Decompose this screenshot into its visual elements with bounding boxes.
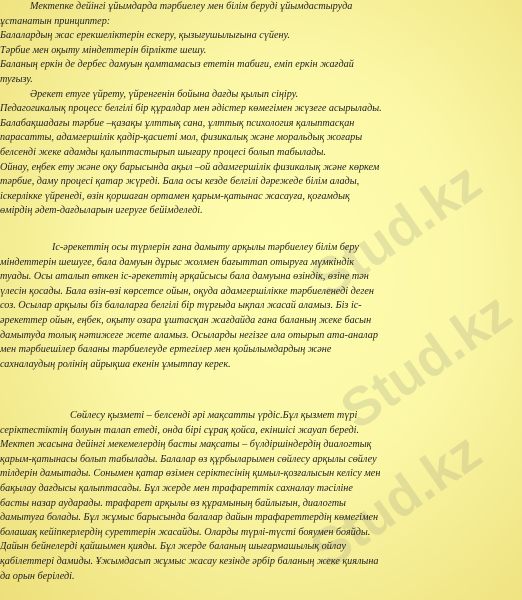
text-line: Баланың еркін де дербес дамуын қамтамасыз ететін табиғи, еміп еркін жағдай <box>0 59 354 71</box>
text-line: да орын беріледі. <box>0 570 75 582</box>
text-line: қабілеттері дамиды. Ұжымдасып жұмыс жасау кезінде әрбір баланың жеке қиялына <box>0 556 379 567</box>
text-line: серіктестіктің болуын талап етеді, онда бірі сұрақ қойса, екіншісі жауап береді. <box>0 424 360 436</box>
text-line: тілдерін дамытады. Сонымен қатар өзімен серіктесінің қимыл-қозғалысын келісу мен <box>0 468 381 480</box>
text-line: Мектеп жасына дейінгі мекемелердің басты мақсаты – бүлдіршіндердің диалогтық <box>0 439 372 451</box>
text-line: қарым-қатынасы болып табылады. Балалар өз құрбыларымен сөйлесу арқылы сөйлеу <box>0 453 377 465</box>
text-line: Іс-әрекеттің осы түрлерін ғана дамыту арқылы тәрбиелеу білім беру <box>52 242 359 253</box>
text-line: Мектепке дейінгі ұйымдарда тәрбиелеу мен білім беруді ұйымдастыруда <box>30 1 353 12</box>
text-line: Тәрбие мен оқыту міндеттерін бірлікте шешу. <box>0 44 207 56</box>
text-line: Әрекет етуге үйрету, үйренгенін бойына дағды қылып сіңіру. <box>30 88 299 100</box>
text-line: Балабақшадағы тәрбие –қазақы ұлттық сана, ұлттық психология қалыптасқан <box>0 117 355 129</box>
text-line: ұстанатын принциптер: <box>0 15 111 27</box>
text-line: бақылау дағдысы қалыптасады. Бұл жерде мен трафареттік сахналау тәсіліне <box>0 483 353 494</box>
text-line: Сөйлесу қызметі – белсенді әрі мақсатты үрдіс.Бұл қызмет түрі <box>70 410 358 421</box>
text-line: мен тәрбиешілер баланы тәрбиелеуде ертегілер мен қойылымдардың және <box>0 344 332 356</box>
text-line: үлесін қосады. Бала өзін-өзі көрсетсе ойын, оқуда адамгершілікке тәрбиеленеді деген <box>0 285 374 297</box>
text-line: Балалардың жас ерекшеліктерін ескеру, қызығушылығына сүйену. <box>0 30 290 42</box>
text-line: парасатты, адамгершілік қадір-қасиеті мол, физикалық және моральдық жоғары <box>0 132 363 144</box>
text-line: әрекеттер ойын, еңбек, оқыту озара ұштасқан жағдайда ғана баланың жеке басын <box>0 315 372 326</box>
text-line: тәрбие, даму процесі қатар жүреді. Бала осы кезде белгілі дәрежеде білім алады, <box>0 176 360 188</box>
text-line: Дайын бейнелерді қайшымен қияды. Бұл жерде баланың шығармашылық ойлау <box>0 541 346 553</box>
text-line: Ойнау, еңбек ету және оқу барысында ақыл –ой адамгершілік физикалық және көркем <box>0 161 380 173</box>
text-line: басты назар аударады. трафарет арқылы өз құрамының байлығын, диалогты <box>0 497 346 509</box>
text-line: туғызу. <box>0 74 33 85</box>
text-line: өмірдің әдет-дағдыларын игеруге бейімделеді. <box>0 205 203 217</box>
text-line: туады. Осы аталып өткен іс-әрекеттің әрқайсысы бала дамуына өзіндік, өзіне тән <box>0 271 369 283</box>
text-line: Педагогикалық процесс белгілі бір құралдар мен әдістер көмегімен жүзеге асырылады. <box>0 103 382 115</box>
watermark: Stud.kz <box>300 421 492 581</box>
text-line: белсенді жеке адамды қалыптастырып шығару процесі болып табылады. <box>0 147 326 158</box>
watermark: Stud.kz <box>330 281 522 441</box>
text-line: соз. Осылар арқылы біз балаларға белгілі бір түрғыда ықпал жасай аламыз. Біз іс- <box>0 300 362 312</box>
watermark: Stud.kz <box>300 151 492 311</box>
text-line: міндеттерін шешуге, бала дамуын дұрыс жолмен бағыттап отыруға мүмкіндік <box>0 256 355 268</box>
text-line: сахналаудың ролінің айрықша екенін ұмытпау керек. <box>0 358 231 370</box>
text-line: дамытуға болады. Бұл жұмыс барысында балалар дайын трафареттердің көмегімен <box>0 512 379 524</box>
text-line: дамытуда толық нәтижеге жете аламыз. Осыларды негізге ала отырып ата-аналар <box>0 329 378 341</box>
text-line: іскерлікке үйренеді, өзін қоршаған ортамен қарым-қатынас жасауға, қоғамдық <box>0 190 350 202</box>
text-line: болашақ кейіпкерлердің суреттерін жасайды. Оларды түрлі-түсті бояумен бояйды. <box>0 526 371 538</box>
